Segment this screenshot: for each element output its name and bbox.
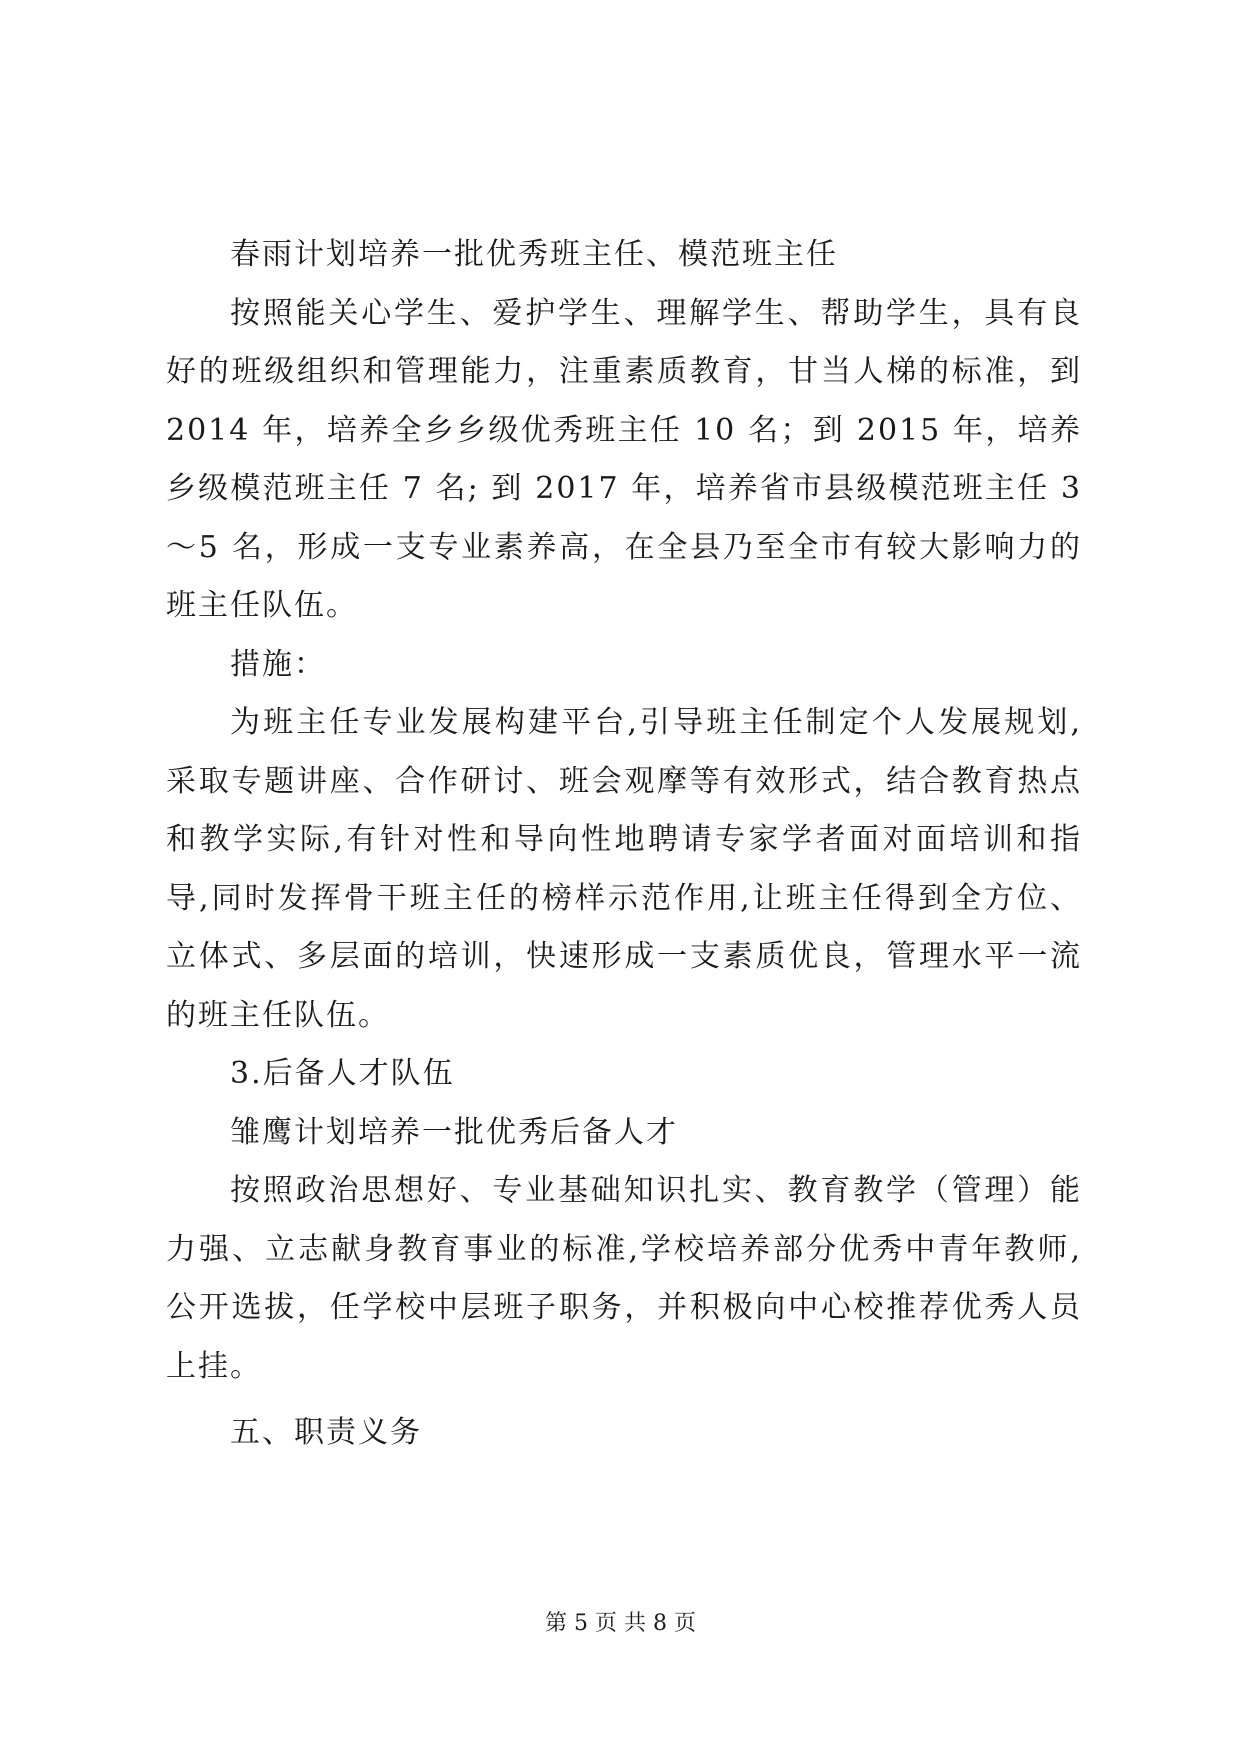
heading-duties: 五、职责义务	[230, 1415, 422, 1450]
paragraph-head-teacher-goals: 按照能关心学生、爱护学生、理解学生、帮助学生，具有良好的班级组织和管理能力，注重素质教育，甘当人梯的标准，到 2014 年，培养全乡乡级优秀班主任 10 名；到 2015 年，培养乡级模范班主任 7 名; 到 2017 年，培养省市县级模范班主任 3～5 名，形成一支专业素养高，在全县乃至全市有较大影响力的班主任队伍。	[166, 295, 1082, 623]
subheading-eaglet-plan: 雏鹰计划培养一批优秀后备人才	[230, 1114, 678, 1150]
page-footer	[0, 1606, 1241, 1637]
document-body	[166, 226, 1082, 1463]
page-number: 第 5 页 共 8 页	[545, 1611, 696, 1636]
paragraph-measures: 为班主任专业发展构建平台,引导班主任制定个人发展规划,采取专题讲座、合作研讨、班会观摩等有效形式，结合教育热点和教学实际,有针对性和导向性地聘请专家学者面对面培训和指导,同时发挥骨干班主任的榜样示范作用,让班主任得到全方位、立体式、多层面的培训，快速形成一支素质优良，管理水平一流的班主任队伍。	[166, 705, 1082, 1033]
subheading-measures: 措施：	[230, 646, 326, 682]
paragraph-reserve-talent: 按照政治思想好、专业基础知识扎实、教育教学（管理）能力强、立志献身教育事业的标准,学校培养部分优秀中青年教师,公开选拔，任学校中层班子职务，并积极向中心校推荐优秀人员上挂。	[166, 1173, 1082, 1384]
heading-reserve-talent: 3.后备人才队伍	[230, 1056, 455, 1091]
subheading-spring-rain-plan: 春雨计划培养一批优秀班主任、模范班主任	[230, 237, 838, 272]
